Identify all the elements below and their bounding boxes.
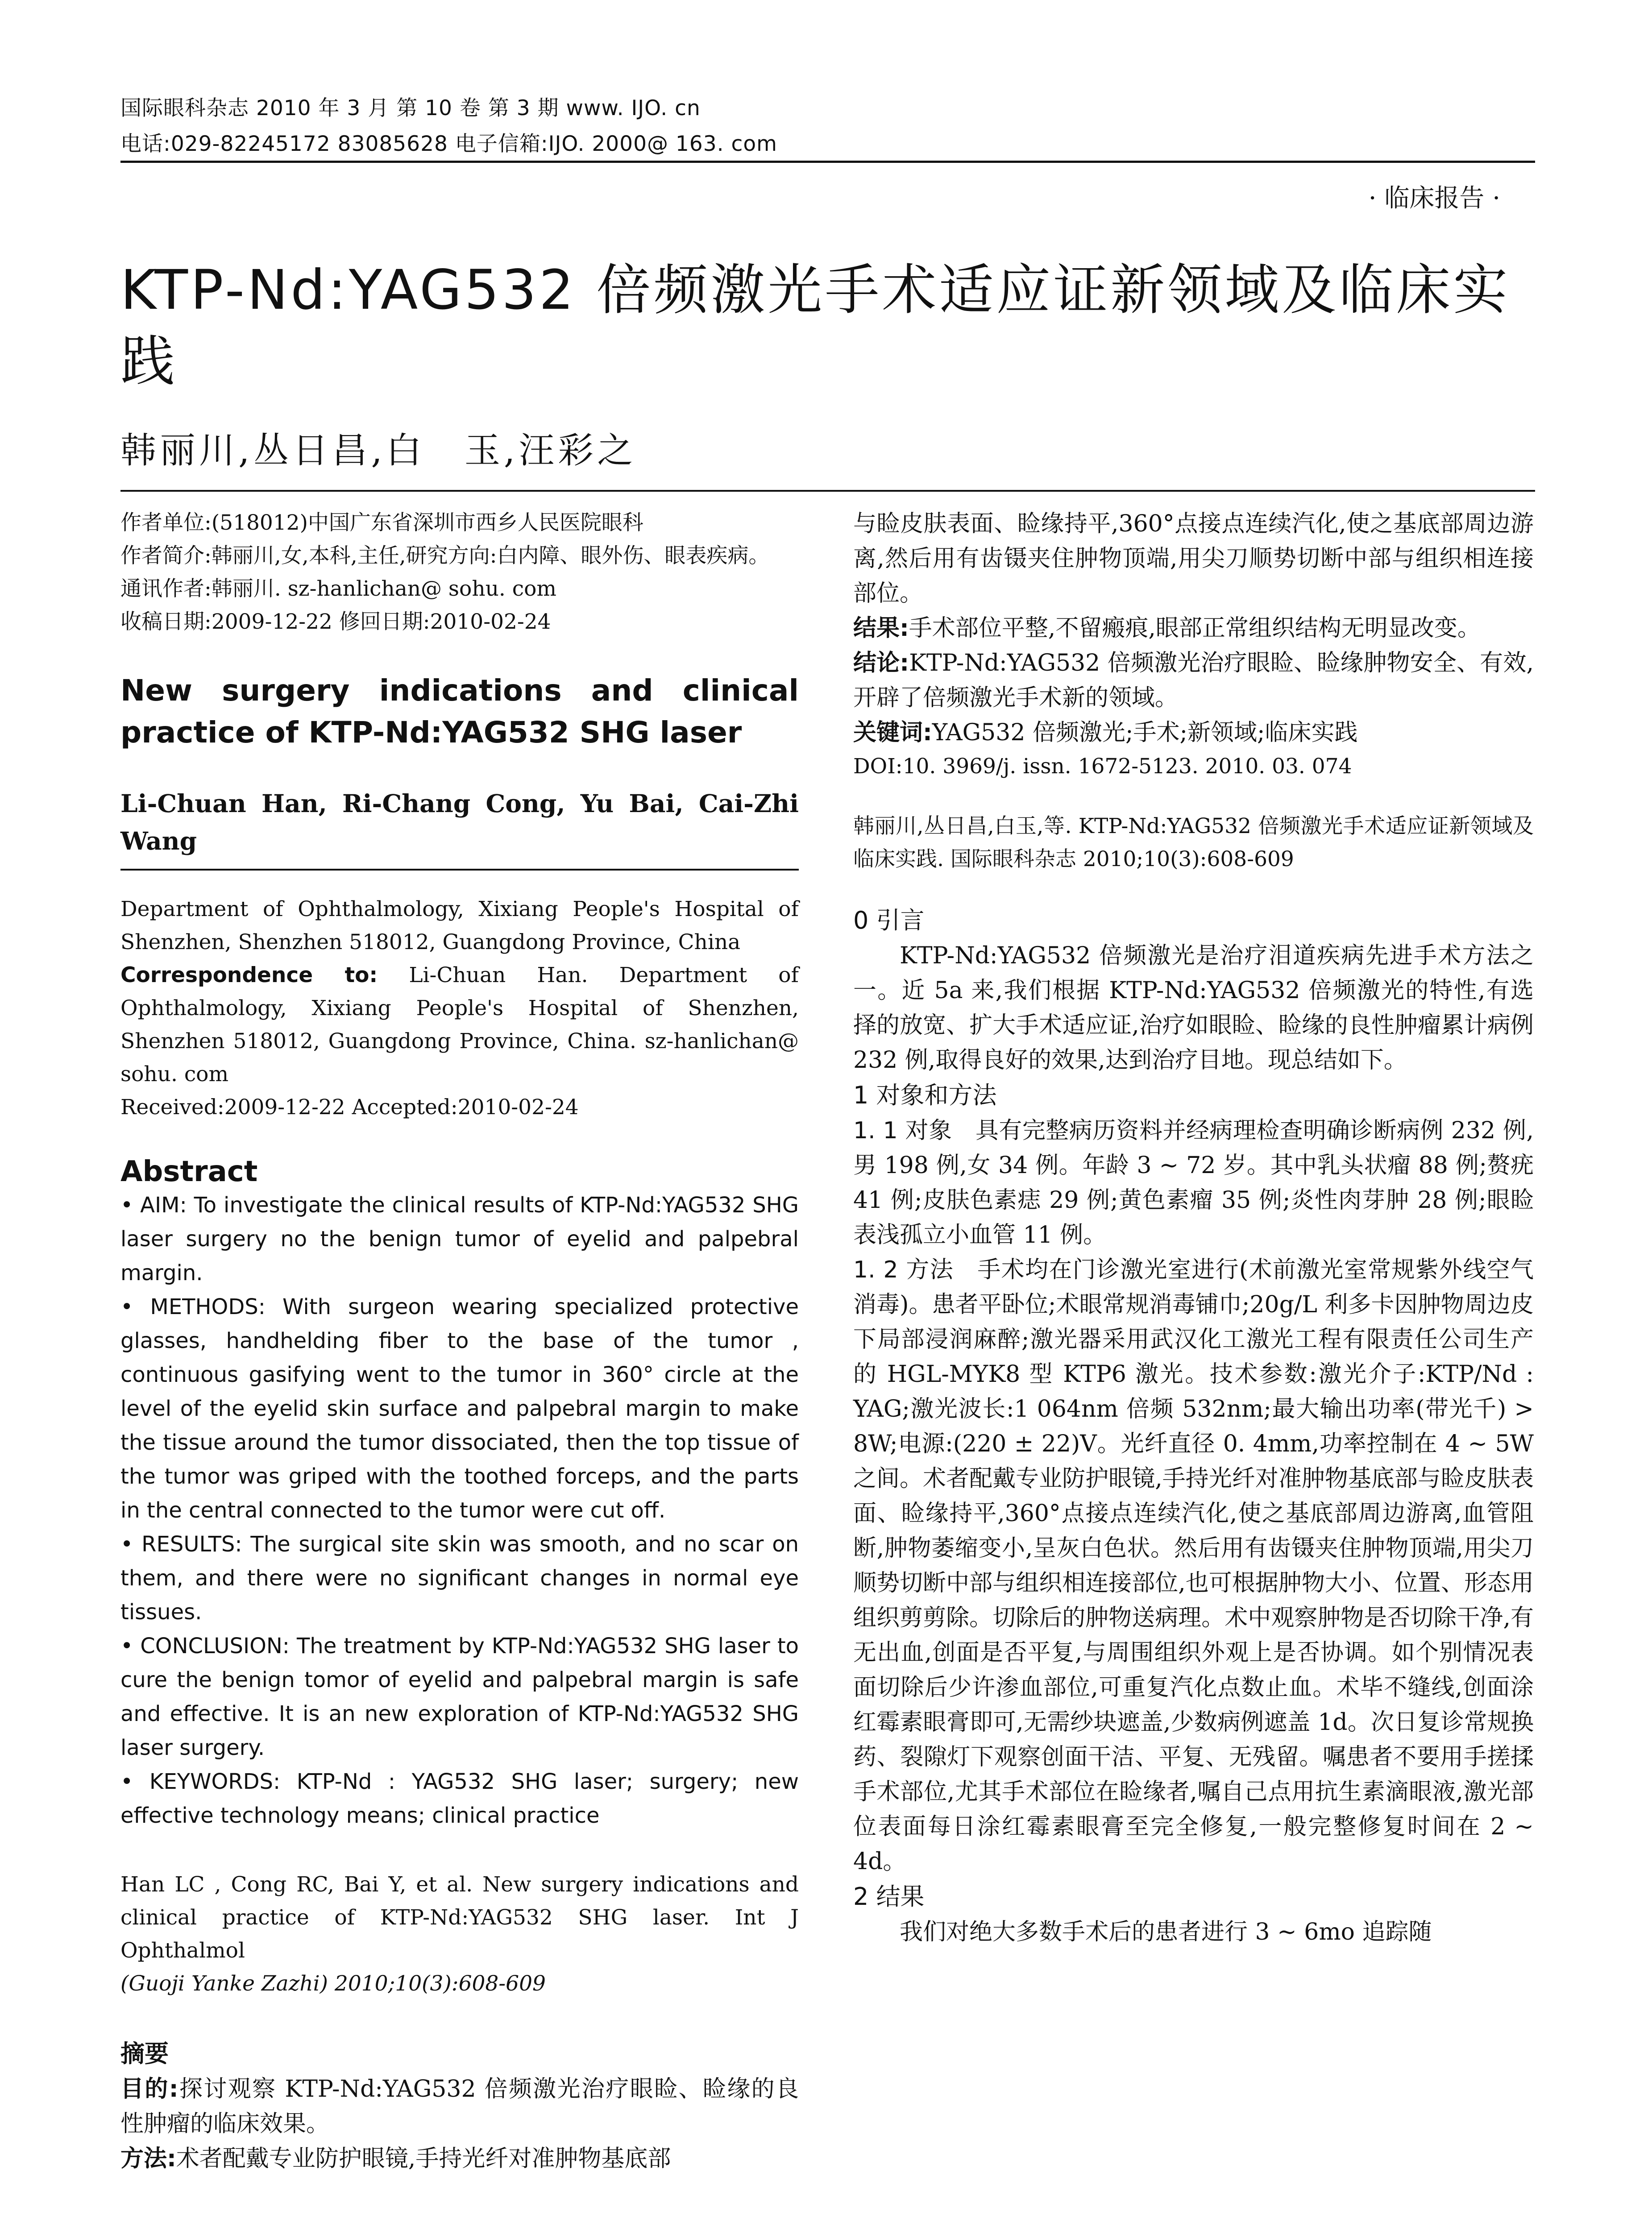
intro-paragraph: KTP-Nd:YAG532 倍频激光是治疗泪道疾病先进手术方法之一。近 5a 来,我们根据 KTP-Nd:YAG532 倍频激光的特性,有选择的放宽、扩大手术适应证,治疗如眼睑、睑缘的良性肿瘤累计病例 232 例,取得良好的效果,达到治疗目地。现总结如下。 xyxy=(853,942,1534,1074)
header-rule xyxy=(120,161,1535,163)
method-text: 术者配戴专业防护眼镜,手持光纤对准肿物基底部 xyxy=(176,2145,671,2172)
procedure-paragraph xyxy=(853,1252,1534,1879)
correspondence-label: Correspondence to: xyxy=(120,963,378,987)
citation-en-journal: (Guoji Yanke Zazhi) 2010;10(3):608-609 xyxy=(120,1971,546,1996)
received-dates: Received:2009-12-22 Accepted:2010-02-24 xyxy=(120,1095,579,1120)
journal-contact: 电话:029-82245172 83085628 电子信箱:IJO. 2000@ 163. com xyxy=(120,132,777,156)
abstract-aim: • AIM: To investigate the clinical results of KTP-Nd:YAG532 SHG laser surgery no the benign tumor of eyelid and palpebral margin. xyxy=(120,1193,799,1286)
subjects-heading: 1. 1 对象 xyxy=(853,1117,952,1144)
citation-en: Han LC , Cong RC, Bai Y, et al. New surgery indications and clinical practice of KTP-Nd:YAG532 SHG laser. Int J Ophthalmol xyxy=(120,1872,799,1963)
abstract-methods: • METHODS: With surgeon wearing specialized protective glasses, handhelding fiber to the base of the tumor , continuous gasifying went to the tumor in 360° circle at the level of the eyelid skin surface and palpebral margin to make the tissue around the tumor dissociated, then the top tissue of the tumor was griped with the toothed forceps, and the parts in the central connected to the tumor were cut off. xyxy=(120,1294,799,1523)
method-label: 方法: xyxy=(120,2145,176,2172)
authors-cn: 韩丽川,丛日昌,白 玉,汪彩之 xyxy=(120,430,637,471)
abstract-method-cn xyxy=(120,2141,799,2176)
author-bio: 作者简介:韩丽川,女,本科,主任,研究方向:白内障、眼外伤、眼表疾病。 xyxy=(120,543,770,568)
conclusion-label: 结论: xyxy=(853,650,909,676)
abstract-conclusion-cn xyxy=(853,646,1534,715)
objective-label: 目的: xyxy=(120,2076,178,2102)
result-label: 结果: xyxy=(853,615,909,642)
keywords-label: 关键词: xyxy=(853,719,932,746)
abstract-keywords: • KEYWORDS: KTP-Nd : YAG532 SHG laser; surgery; new effective technology means; clinical practice xyxy=(120,1769,799,1828)
subjects-paragraph xyxy=(853,1113,1534,1252)
authors-rule xyxy=(120,860,799,871)
procedure-heading: 1. 2 方法 xyxy=(853,1256,954,1283)
abstract-conclusion: • CONCLUSION: The treatment by KTP-Nd:YAG532 SHG laser to cure the benign tomor of eyelid and palpebral margin is safe and effective. It is an new exploration of KTP-Nd:YAG532 SHG laser surgery. xyxy=(120,1634,799,1760)
heading-introduction: 0 引言 xyxy=(853,906,925,934)
right-column xyxy=(853,506,1534,1949)
english-title: New surgery indications and clinical practice of KTP-Nd:YAG532 SHG laser xyxy=(120,673,799,750)
journal-header: 国际眼科杂志 2010 年 3 月 第 10 卷 第 3 期 www. IJO. cn xyxy=(120,96,701,120)
corresponding-author: 通讯作者:韩丽川. sz-hanlichan@ sohu. com xyxy=(120,576,556,601)
left-column xyxy=(120,506,799,2176)
keywords-text: YAG532 倍频激光;手术;新领域;临床实践 xyxy=(932,719,1358,746)
affiliation: 作者单位:(518012)中国广东省深圳市西乡人民医院眼科 xyxy=(120,510,643,535)
procedure-text: 手术均在门诊激光室进行(术前激光室常规紫外线空气消毒)。患者平卧位;术眼常规消毒铺巾;20g/L 利多卡因肿物周边皮下局部浸润麻醉;激光器采用武汉化工激光工程有限责任公司生产的 HGL-MYK8 型 KTP6 激光。技术参数:激光介子:KTP/Nd : YAG;激光波长:1 064nm 倍频 532nm;最大输出功率(带光千) > 8W;电源:(220 ± 22)V。光纤直径 0. 4mm,功率控制在 4 ~ 5W 之间。术者配戴专业防护眼镜,手持光纤对准肿物基底部与睑皮肤表面、睑缘持平,360°点接点连续汽化,使之基底部周边游离,血管阻断,肿物萎缩变小,呈灰白色状。然后用有齿镊夹住肿物顶端,用尖刀顺势切断中部与组织相连接部位,也可根据肿物大小、位置、形态用组织剪剪除。切除后的肿物送病理。术中观察肿物是否切除干净,有无出血,创面是否平复,与周围组织外观上是否协调。如个别情况表面切除后少许渗血部位,可重复汽化点数止血。术毕不缝线,创面涂红霉素眼膏即可,无需纱块遮盖,少数病例遮盖 1d。次日复诊常规换药、裂隙灯下观察创面干洁、平复、无残留。嘱患者不要用手搓揉手术部位,尤其手术部位在睑缘者,嘱自己点用抗生素滴眼液,激光部位表面每日涂红霉素眼膏至完全修复,一般完整修复时间在 2 ~ 4d。 xyxy=(853,1256,1534,1875)
abstract-result-cn xyxy=(853,611,1534,646)
abstract-objective-cn xyxy=(120,2072,799,2141)
department-en: Department of Ophthalmology, Xixiang People's Hospital of Shenzhen, Shenzhen 518012, Guangdong Province, China xyxy=(120,897,799,954)
abstract-heading: Abstract xyxy=(120,1155,258,1188)
correspondence-en xyxy=(120,959,799,1091)
english-authors: Li-Chuan Han, Ri-Chang Cong, Yu Bai, Cai-Zhi Wang xyxy=(120,789,799,855)
results-paragraph: 我们对绝大多数手术后的患者进行 3 ~ 6mo 追踪随 xyxy=(900,1919,1432,1945)
conclusion-text: KTP-Nd:YAG532 倍频激光治疗眼睑、睑缘肿物安全、有效,开辟了倍频激光手术新的领域。 xyxy=(853,650,1534,711)
correspondence-text: Li-Chuan Han. Department of Ophthalmology, Xixiang People's Hospital of Shenzhen, Shenzhen 518012, Guangdong Province, China. sz-hanlichan@ sohu. com xyxy=(120,963,799,1086)
heading-results: 2 结果 xyxy=(853,1883,925,1911)
title-rule xyxy=(120,490,1535,492)
citation-cn: 韩丽川,丛日昌,白玉,等. KTP-Nd:YAG532 倍频激光手术适应证新领域及临床实践. 国际眼科杂志 2010;10(3):608-609 xyxy=(853,814,1534,871)
heading-methods: 1 对象和方法 xyxy=(853,1081,997,1109)
article-title: KTP-Nd:YAG532 倍频激光手术适应证新领域及临床实践 xyxy=(120,258,1511,393)
keywords-cn xyxy=(853,715,1534,750)
chinese-abstract-heading: 摘要 xyxy=(120,2040,169,2068)
result-text: 手术部位平整,不留瘢痕,眼部正常组织结构无明显改变。 xyxy=(909,615,1481,642)
subjects-text: 具有完整病历资料并经病理检查明确诊断病例 232 例,男 198 例,女 34 例。年龄 3 ~ 72 岁。其中乳头状瘤 88 例;赘疣 41 例;皮肤色素痣 29 例;黄色素瘤 35 例;炎性肉芽肿 28 例;眼睑表浅孤立小血管 11 例。 xyxy=(853,1117,1534,1248)
abstract-results: • RESULTS: The surgical site skin was smooth, and no scar on them, and there were no significant changes in normal eye tissues. xyxy=(120,1532,799,1625)
method-cont-cn: 与睑皮肤表面、睑缘持平,360°点接点连续汽化,使之基底部周边游离,然后用有齿镊夹住肿物顶端,用尖刀顺势切断中部与组织相连接部位。 xyxy=(853,510,1534,607)
doi: DOI:10. 3969/j. issn. 1672-5123. 2010. 03. 074 xyxy=(853,754,1352,779)
objective-text: 探讨观察 KTP-Nd:YAG532 倍频激光治疗眼睑、睑缘的良性肿瘤的临床效果。 xyxy=(120,2076,799,2137)
dates: 收稿日期:2009-12-22 修回日期:2010-02-24 xyxy=(120,610,551,634)
section-tag: · 临床报告 · xyxy=(1368,184,1500,213)
